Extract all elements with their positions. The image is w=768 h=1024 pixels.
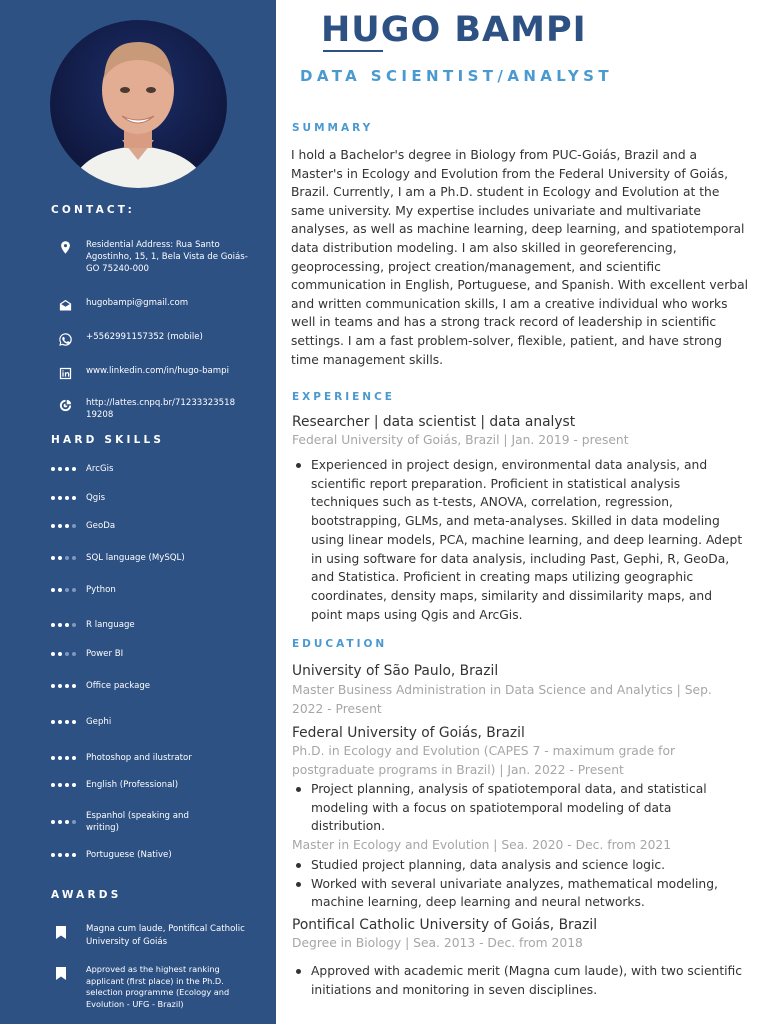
list-item: Approved with academic merit (Magna cum laude), with two scientific initiations and monitoring in seven disciplines.: [292, 962, 747, 999]
skill-label: Power BI: [86, 649, 124, 659]
lattes-text[interactable]: http://lattes.cnpq.br/7123332351819208: [86, 398, 236, 420]
experience-heading: EXPERIENCE: [292, 391, 395, 403]
skill-dot: [65, 588, 69, 592]
skill-dot: [65, 556, 69, 560]
skill-dot: [51, 652, 55, 656]
skill-dot: [51, 588, 55, 592]
skill-label: Office package: [86, 681, 151, 691]
skill-label: English (Professional): [86, 780, 179, 790]
skill-level-dots: [51, 588, 79, 592]
email-text[interactable]: hugobampi@gmail.com: [86, 298, 189, 308]
skill-dot: [72, 524, 76, 528]
skill-item: [51, 810, 261, 834]
skill-item: [51, 716, 261, 728]
skill-dot: [58, 720, 62, 724]
skill-dot: [51, 623, 55, 627]
skill-dot: [72, 652, 76, 656]
puc-bullets: [292, 962, 747, 999]
skill-label: Python: [86, 585, 116, 595]
skill-level-dots: [51, 496, 79, 500]
skill-dot: [51, 524, 55, 528]
sidebar: [0, 0, 276, 1024]
skill-dot: [72, 623, 76, 627]
school-puc: Pontifical Catholic University of Goiás, Brazil: [292, 917, 598, 933]
degree-ufg-masters: Master in Ecology and Evolution | Sea. 2020 - Dec. from 2021: [292, 838, 672, 852]
skill-label: R language: [86, 620, 135, 630]
skill-item: [51, 584, 261, 596]
experience-bullets: [292, 456, 747, 624]
ufg-phd-bullets: [292, 780, 747, 836]
skill-item: [51, 463, 261, 475]
address-text: Residential Address: Rua Santo Agostinho, 15, 1, Bela Vista de Goiás-GO 75240-000: [86, 240, 248, 274]
contact-email[interactable]: [56, 297, 256, 313]
skill-dot: [58, 524, 62, 528]
skill-level-dots: [51, 684, 79, 688]
skill-dot: [65, 467, 69, 471]
experience-org: Federal University of Goiás, Brazil | Jan. 2019 - present: [292, 433, 629, 447]
awards-heading: AWARDS: [51, 889, 122, 901]
skill-dot: [51, 684, 55, 688]
skill-dot: [58, 652, 62, 656]
contact-address: [56, 239, 256, 275]
skill-dot: [65, 853, 69, 857]
skill-item: [51, 552, 261, 564]
award-text: Magna cum laude, Pontifical Catholic University of Goiás: [86, 924, 245, 947]
skill-item: [51, 520, 261, 532]
bookmark-icon: [56, 964, 70, 984]
skill-dot: [51, 853, 55, 857]
skill-dot: [72, 467, 76, 471]
skill-dot: [65, 524, 69, 528]
skill-level-dots: [51, 853, 79, 857]
skill-dot: [58, 588, 62, 592]
skill-dot: [72, 684, 76, 688]
skill-item: [51, 619, 261, 631]
skill-item: [51, 779, 261, 791]
skill-dot: [72, 720, 76, 724]
skill-label: Espanhol (speaking and writing): [86, 811, 189, 833]
skill-level-dots: [51, 783, 79, 787]
skill-dot: [72, 556, 76, 560]
lattes-icon: [56, 397, 74, 413]
skill-dot: [58, 684, 62, 688]
skill-dot: [58, 783, 62, 787]
linkedin-text[interactable]: www.linkedin.com/in/hugo-bampi: [86, 366, 230, 376]
skill-dot: [51, 556, 55, 560]
skill-label: Gephi: [86, 717, 112, 727]
portrait-illustration: [50, 20, 227, 188]
linkedin-icon: [56, 365, 74, 381]
skill-label: Photoshop and ilustrator: [86, 753, 192, 763]
skill-dot: [72, 853, 76, 857]
skill-item: [51, 492, 261, 504]
skill-dot: [51, 467, 55, 471]
skill-dot: [58, 756, 62, 760]
phone-text[interactable]: +5562991157352 (mobile): [86, 332, 203, 342]
skill-dot: [65, 720, 69, 724]
profile-photo: [50, 20, 227, 188]
skill-label: Portuguese (Native): [86, 850, 172, 860]
list-item: Experienced in project design, environmental data analysis, and scientific report preparation. Proficient in statistical analysis techniques such as t-tests, ANOVA, correlation, regression, bootstrapping, GLMs, and meta-analyses. Skilled in data modeling using linear models, PCA, machine learning, and deep learning. Adept in using software for data analysis, including Past, Gephi, R, GeoDa, and Statistica. Proficient in creating maps utilizing geographic coordinates, density maps, similarity and dissimilarity maps, and point maps using Qgis and ArcGis.: [292, 456, 747, 624]
skill-level-dots: [51, 756, 79, 760]
skill-dot: [58, 623, 62, 627]
skill-item: [51, 648, 261, 660]
email-icon: [56, 297, 74, 313]
skill-dot: [65, 820, 69, 824]
whatsapp-icon: [56, 331, 74, 347]
school-ufg: Federal University of Goiás, Brazil: [292, 725, 525, 741]
skill-dot: [72, 588, 76, 592]
skill-dot: [72, 783, 76, 787]
hard-skills-heading: HARD SKILLS: [51, 434, 165, 446]
skill-level-dots: [51, 467, 79, 471]
degree-puc: Degree in Biology | Sea. 2013 - Dec. from 2018: [292, 936, 583, 950]
candidate-name: HUGO BAMPI: [321, 10, 587, 50]
skill-level-dots: [51, 556, 79, 560]
education-heading: EDUCATION: [292, 638, 388, 650]
degree-usp: Master Business Administration in Data Science and Analytics | Sep. 2022 - Present: [292, 683, 712, 716]
skill-label: GeoDa: [86, 521, 116, 531]
skill-label: SQL language (MySQL): [86, 553, 185, 563]
list-item: Project planning, analysis of spatiotemporal data, and statistical modeling with a focus on spatiotemporal modeling of data distribution.: [292, 780, 747, 836]
skill-level-dots: [51, 652, 79, 656]
skill-label: ArcGis: [86, 464, 114, 474]
skill-dot: [72, 756, 76, 760]
bookmark-icon: [56, 923, 70, 943]
contact-linkedin[interactable]: [56, 365, 256, 381]
skill-dot: [65, 496, 69, 500]
award-item: [56, 923, 256, 948]
skill-dot: [51, 820, 55, 824]
skill-dot: [65, 756, 69, 760]
skill-dot: [58, 556, 62, 560]
skill-label: Qgis: [86, 493, 106, 503]
skill-dot: [58, 820, 62, 824]
skill-item: [51, 752, 261, 764]
skill-dot: [72, 820, 76, 824]
skill-dot: [51, 756, 55, 760]
skill-item: [51, 680, 261, 692]
skill-level-dots: [51, 720, 79, 724]
name-underline: [323, 50, 383, 52]
skill-dot: [58, 496, 62, 500]
skill-dot: [65, 652, 69, 656]
skill-dot: [58, 853, 62, 857]
summary-heading: SUMMARY: [292, 122, 374, 134]
job-title: DATA SCIENTIST/ANALYST: [300, 67, 614, 85]
skill-dot: [72, 496, 76, 500]
skill-level-dots: [51, 524, 79, 528]
award-item: [56, 964, 256, 1010]
skill-dot: [51, 496, 55, 500]
award-text: Approved as the highest ranking applicant (first place) in the Ph.D. selection programme (Ecology and Evolution - UFG - Brazil): [86, 964, 230, 1009]
location-pin-icon: [56, 239, 74, 255]
experience-role: Researcher | data scientist | data analyst: [292, 414, 576, 430]
skill-dot: [65, 783, 69, 787]
skill-dot: [65, 623, 69, 627]
contact-lattes[interactable]: [56, 397, 256, 421]
contact-heading: CONTACT:: [51, 204, 135, 216]
contact-phone[interactable]: [56, 331, 256, 347]
skill-level-dots: [51, 820, 79, 824]
skill-dot: [58, 467, 62, 471]
skill-dot: [51, 720, 55, 724]
school-usp: University of São Paulo, Brazil: [292, 663, 499, 679]
skill-dot: [51, 783, 55, 787]
skill-dot: [65, 684, 69, 688]
summary-text: I hold a Bachelor's degree in Biology from PUC-Goiás, Brazil and a Master's in Ecology and Evolution from the Federal University of Goiás, Brazil. Currently, I am a Ph.D. student in Ecology and Evolution at the same university. My expertise includes univariate and multivariate analyses, as well as machine learning, deep learning, and spatiotemporal data distribution modeling. I am also skilled in georeferencing, geoprocessing, project creation/management, and scientific communication in English, Portuguese, and Spanish. With excellent verbal and written communication skills, I am a creative individual who works well in teams and has a strong track record of leadership in scientific settings. I am a fast problem-solver, flexible, patient, and have strong time management skills.: [291, 148, 749, 367]
list-item: Studied project planning, data analysis and science logic.: [292, 856, 747, 875]
skill-level-dots: [51, 623, 79, 627]
degree-ufg-phd: Ph.D. in Ecology and Evolution (CAPES 7 - maximum grade for postgraduate programs in Brazil) | Jan. 2022 - Present: [292, 744, 676, 777]
ufg-masters-bullets: [292, 856, 747, 912]
list-item: Worked with several univariate analyzes, mathematical modeling, machine learning, deep learning and neural networks.: [292, 875, 747, 912]
skill-item: [51, 849, 261, 861]
